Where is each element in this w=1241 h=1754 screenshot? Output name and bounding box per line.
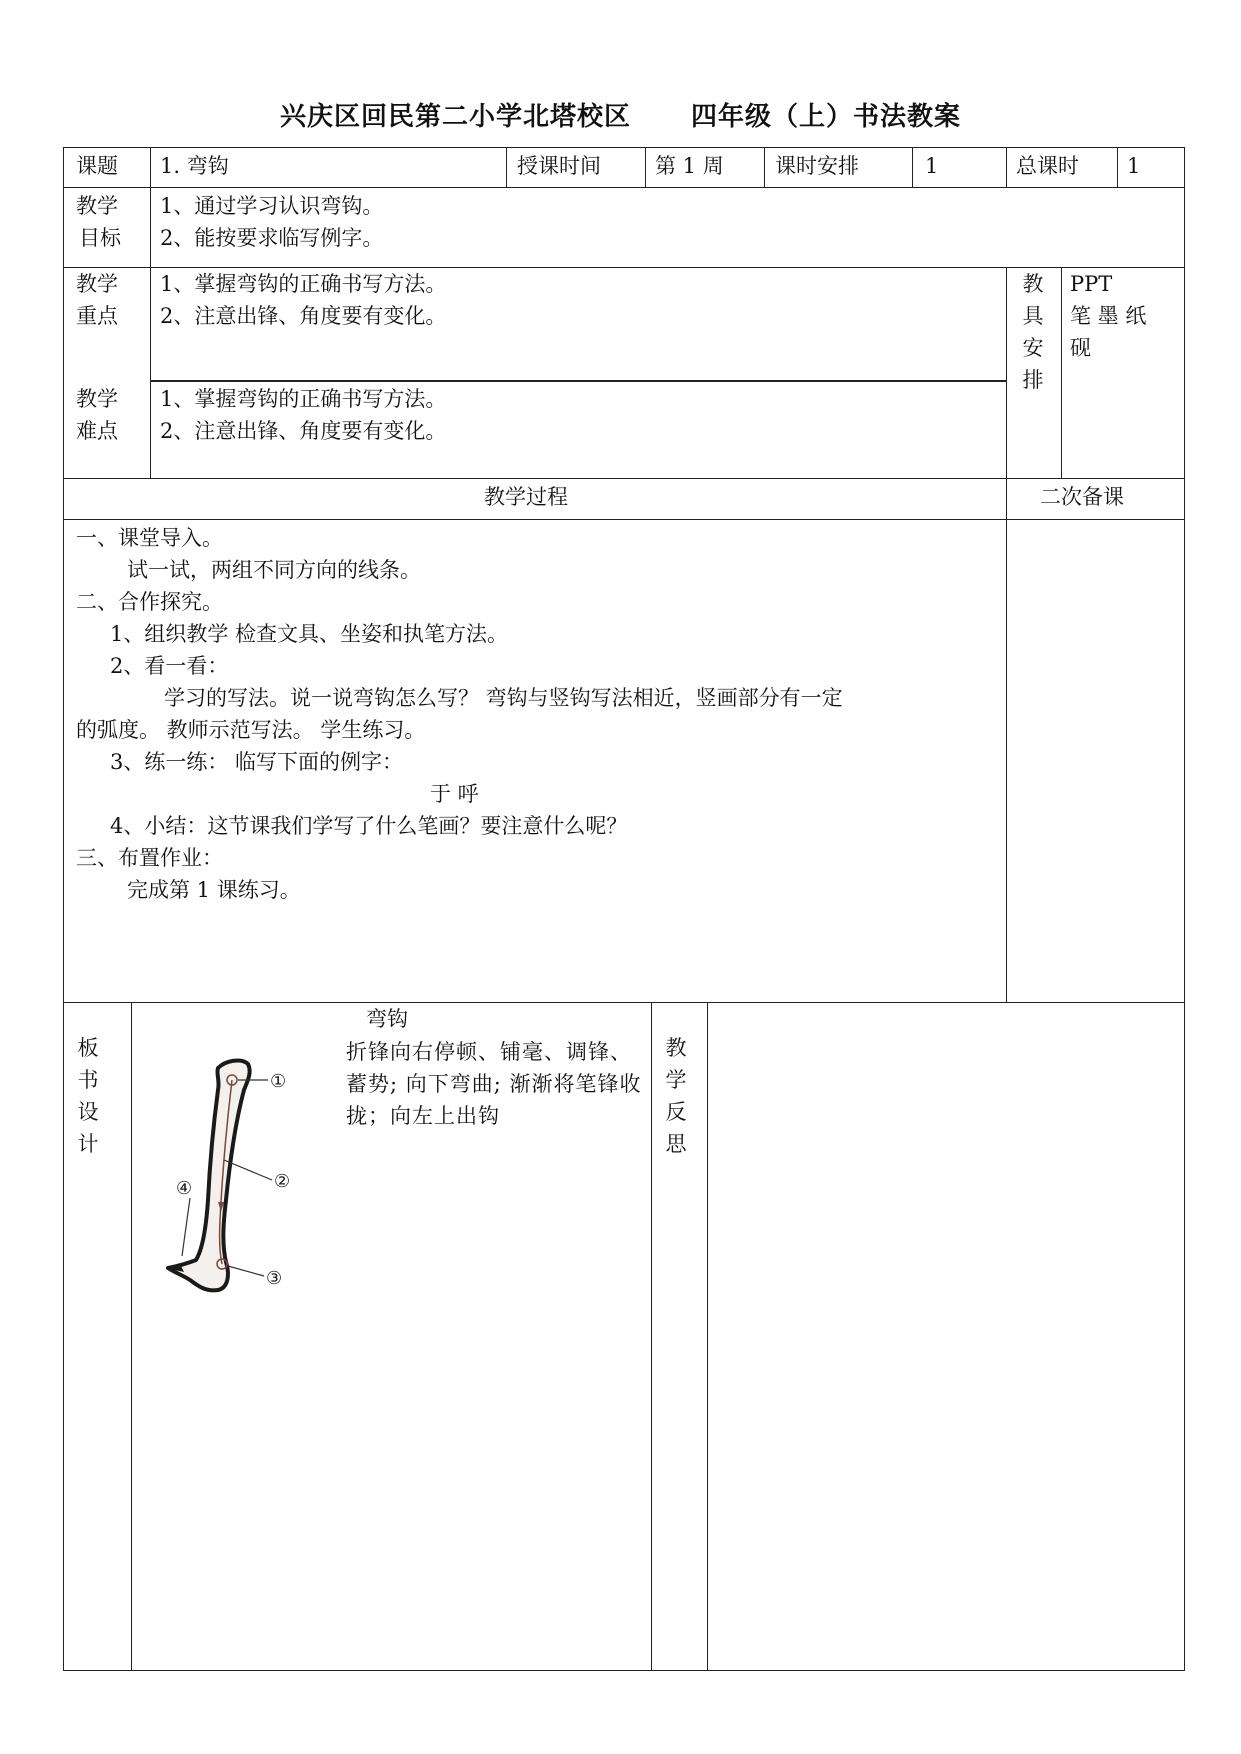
- process-line: 4、小结：这节课我们学写了什么笔画？要注意什么呢？: [110, 814, 628, 838]
- hook-stroke-shape: [168, 1061, 250, 1291]
- tools-label-char: 排: [1022, 368, 1044, 392]
- process-line: 于 呼: [430, 782, 479, 806]
- key-points-label-line2: 重点: [76, 304, 118, 328]
- document-title: [0, 96, 1241, 133]
- goal-item: 1、通过学习认识弯钩。: [160, 194, 384, 218]
- reflection-label-char: 思: [665, 1132, 687, 1156]
- marker-3: ③: [266, 1268, 283, 1289]
- process-line: 试一试，两组不同方向的线条。: [127, 558, 421, 582]
- total-label: 总课时: [1016, 154, 1079, 178]
- key-point-item: 1、掌握弯钩的正确书写方法。: [160, 272, 447, 296]
- total-value: 1: [1127, 154, 1141, 178]
- reflection-label-char: 学: [665, 1068, 687, 1092]
- board-label-char: 书: [77, 1068, 99, 1092]
- board-label-char: 计: [77, 1132, 99, 1156]
- school-name: 兴庆区回民第二小学北塔校区: [279, 102, 631, 132]
- second-prep-header: 二次备课: [1040, 485, 1124, 509]
- board-label-char: 板: [77, 1036, 99, 1060]
- leader-3: [228, 1266, 264, 1276]
- board-description: 折锋向右停顿、铺毫、调锋、蓄势; 向下弯曲; 渐渐将笔锋收拢；向左上出钩: [346, 1040, 642, 1128]
- reflection-label-char: 教: [665, 1036, 687, 1060]
- tools-label-char: 教: [1022, 272, 1044, 296]
- goals-label-line1: 教学: [76, 194, 118, 218]
- process-line: 二、合作探究。: [76, 590, 223, 614]
- topic-label: 课题: [76, 154, 118, 178]
- tools-label-char: 安: [1022, 336, 1044, 360]
- process-header: 教学过程: [484, 485, 568, 509]
- process-line: 完成第 1 课练习。: [127, 878, 301, 902]
- reflection-label-char: 反: [665, 1100, 687, 1124]
- board-heading: 弯钩: [366, 1007, 408, 1031]
- process-line: 3、练一练： 临写下面的例字：: [110, 750, 404, 774]
- key-point-item: 2、注意出锋、角度要有变化。: [160, 304, 447, 328]
- goal-item: 2、能按要求临写例字。: [160, 226, 384, 250]
- marker-2: ②: [274, 1171, 291, 1192]
- time-label: 授课时间: [517, 154, 601, 178]
- difficulties-label-line1: 教学: [76, 387, 118, 411]
- process-line: 学习的写法。说一说弯钩怎么写？ 弯钩与竖钩写法相近，竖画部分有一定: [164, 686, 843, 710]
- process-line: 三、布置作业：: [76, 846, 223, 870]
- process-line: 的弧度。 教师示范写法。 学生练习。: [76, 718, 426, 742]
- board-label-char: 设: [77, 1100, 99, 1124]
- process-line: 2、看一看：: [110, 654, 229, 678]
- marker-4: ④: [176, 1178, 193, 1199]
- goals-label-line2: 目标: [79, 226, 121, 250]
- difficulty-item: 1、掌握弯钩的正确书写方法。: [160, 387, 447, 411]
- grade-subject: 四年级（上）书法教案: [691, 102, 962, 132]
- difficulty-item: 2、注意出锋、角度要有变化。: [160, 419, 447, 443]
- time-value: 第 1 周: [655, 154, 724, 178]
- tools-line2: 笔 墨 纸: [1070, 304, 1147, 328]
- schedule-label: 课时安排: [775, 154, 859, 178]
- difficulties-label-line2: 难点: [76, 419, 118, 443]
- key-points-label-line1: 教学: [76, 272, 118, 296]
- process-line: 一、课堂导入。: [76, 526, 223, 550]
- process-line: 1、组织教学 检查文具、坐姿和执笔方法。: [110, 622, 509, 646]
- tools-label-char: 具: [1022, 304, 1044, 328]
- wangou-stroke-diagram: [160, 1050, 330, 1300]
- tools-line3: 砚: [1070, 336, 1091, 360]
- marker-1: ①: [270, 1071, 287, 1092]
- leader-4: [182, 1198, 190, 1256]
- topic-value: 1. 弯钩: [160, 154, 229, 178]
- tools-line1: PPT: [1070, 272, 1113, 296]
- schedule-value: 1: [925, 154, 939, 178]
